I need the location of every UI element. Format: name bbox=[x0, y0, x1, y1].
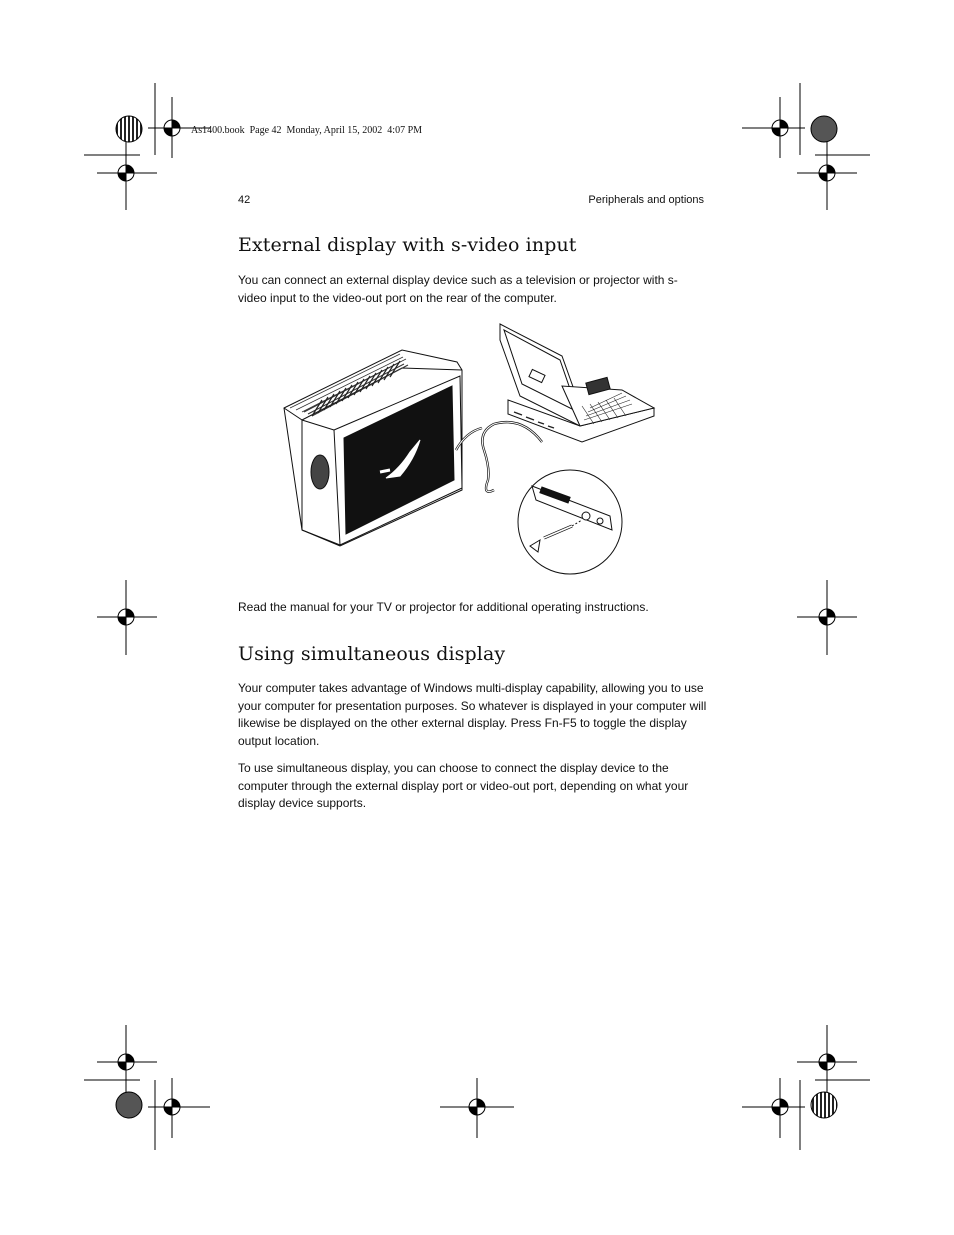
section-heading-external-display: External display with s-video input bbox=[238, 234, 577, 256]
simultaneous-display-paragraph-1: Your computer takes advantage of Windows multi-display capability, allowing you to use your computer for presentation purposes. So whatever is displayed in your computer will likewise be displayed on the other external display. Press Fn-F5 to toggle the display output location. bbox=[238, 681, 707, 748]
intro-paragraph: You can connect an external display device such as a television or projector with s-video input to the video-out port on the rear of the computer. bbox=[238, 273, 678, 305]
simultaneous-display-paragraph-2: To use simultaneous display, you can choose to connect the display device to the computer through the external display port or video-out port, depending on what your display device supports. bbox=[238, 761, 689, 810]
tv-laptop-illustration bbox=[282, 320, 662, 575]
color-wheel-icon bbox=[116, 116, 837, 1118]
section-heading-simultaneous-display: Using simultaneous display bbox=[238, 643, 506, 665]
print-slug: As1400.book Page 42 Monday, April 15, 2002 4:07 PM bbox=[191, 125, 423, 136]
operating-instructions-note: Read the manual for your TV or projector for additional operating instructions. bbox=[238, 600, 649, 614]
page-number: 42 bbox=[238, 194, 251, 206]
running-head: Peripherals and options bbox=[588, 194, 704, 206]
